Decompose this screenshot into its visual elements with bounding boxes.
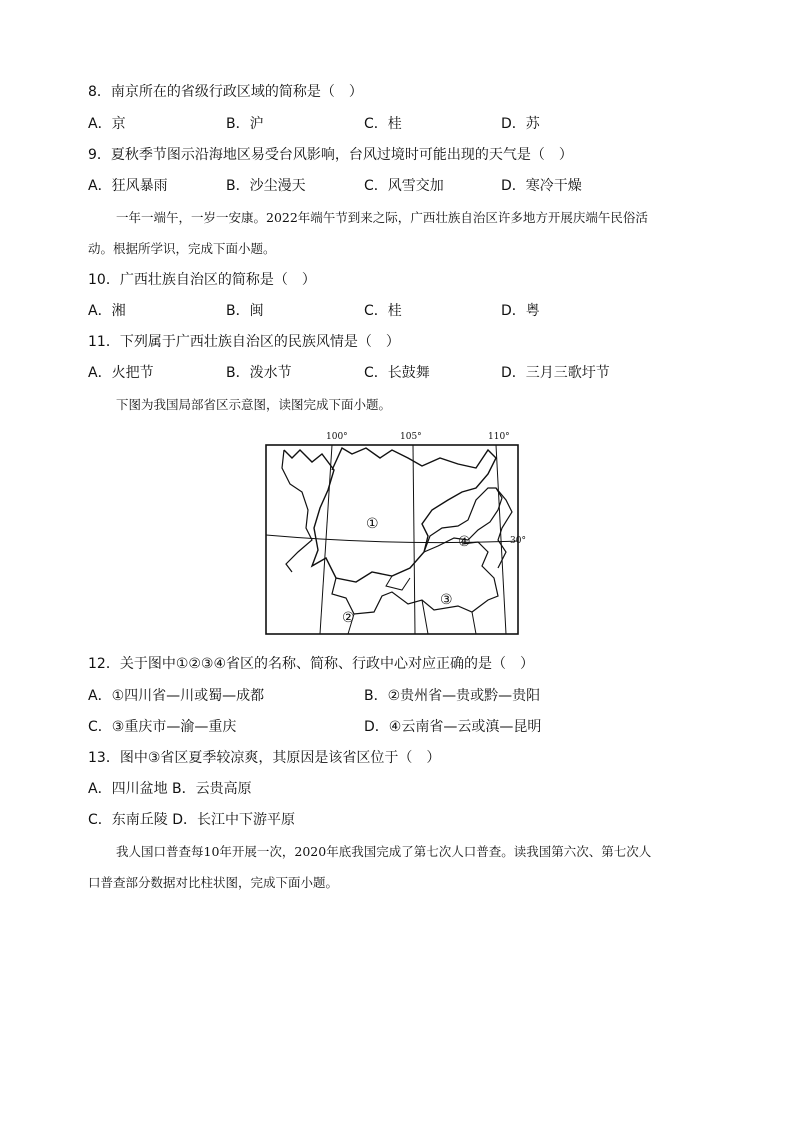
passage-map-intro: 下图为我国局部省区示意图，读图完成下面小题。: [116, 397, 392, 412]
q8-option-a[interactable]: A．京: [88, 116, 126, 132]
q10-option-c[interactable]: C．桂: [364, 303, 402, 319]
passage-dragon-boat-line2: 动。根据所学识，完成下面小题。: [88, 241, 276, 256]
lon-label-110: 110°: [488, 432, 510, 442]
question-12-stem: 12．关于图中①②③④省区的名称、简称、行政中心对应正确的是（ ）: [88, 656, 535, 672]
q12-option-c[interactable]: C．③重庆市—渝—重庆: [88, 719, 237, 735]
q8-option-d[interactable]: D．苏: [501, 116, 540, 132]
boundary-west: [282, 450, 312, 572]
q11-option-a[interactable]: A．火把节: [88, 365, 154, 381]
region-label-2: ②: [342, 610, 355, 626]
lon-label-100: 100°: [326, 432, 348, 442]
region-label-3: ③: [440, 592, 453, 608]
lon-label-105: 105°: [400, 432, 422, 442]
parallel-30: [266, 535, 518, 543]
passage-dragon-boat-line1: 一年一端午，一岁一安康。2022年端午节到来之际，广西壮族自治区许多地方开展庆端午民俗活: [116, 210, 648, 225]
boundary-middle: [386, 576, 410, 590]
lat-label-30: 30°: [510, 536, 526, 546]
boundary-south: [348, 600, 476, 634]
q9-option-a[interactable]: A．狂风暴雨: [88, 178, 168, 194]
q12-option-b[interactable]: B．②贵州省—贵或黔—贵阳: [364, 688, 541, 704]
q11-option-d[interactable]: D．三月三歌圩节: [501, 365, 610, 381]
question-11-stem: 11．下列属于广西壮族自治区的民族风情是（ ）: [88, 334, 400, 350]
q10-option-b[interactable]: B．闽: [226, 303, 264, 319]
q12-option-d[interactable]: D．④云南省—云或滇—昆明: [364, 719, 542, 735]
q10-option-a[interactable]: A．湘: [88, 303, 126, 319]
question-9-stem: 9．夏秋季节图示沿海地区易受台风影响，台风过境时可能出现的天气是（ ）: [88, 147, 573, 163]
question-10-stem: 10．广西壮族自治区的简称是（ ）: [88, 272, 316, 288]
passage-census-line1: 我人国口普查每10年开展一次，2020年底我国完成了第七次人口普查。读我国第六次、第七次人: [116, 844, 652, 859]
question-8-stem: 8．南京所在的省级行政区域的简称是（ ）: [88, 84, 363, 100]
q9-option-c[interactable]: C．风雪交加: [364, 178, 444, 194]
q11-option-c[interactable]: C．长鼓舞: [364, 365, 430, 381]
q9-option-d[interactable]: D．寒冷干燥: [501, 178, 582, 194]
q13-options-row1[interactable]: A．四川盆地 B．云贵高原: [88, 781, 252, 797]
q10-option-d[interactable]: D．粤: [501, 303, 540, 319]
region-label-4: ④: [458, 534, 471, 550]
boundary-sichuan: [284, 448, 496, 582]
meridian-110: [496, 445, 506, 634]
q9-option-b[interactable]: B．沙尘漫天: [226, 178, 306, 194]
province-map: [262, 428, 526, 638]
passage-census-line2: 口普查部分数据对比柱状图，完成下面小题。: [88, 875, 339, 890]
question-13-stem: 13．图中③省区夏季较凉爽，其原因是该省区位于（ ）: [88, 750, 441, 766]
q11-option-b[interactable]: B．泼水节: [226, 365, 292, 381]
q13-options-row2[interactable]: C．东南丘陵 D．长江中下游平原: [88, 812, 296, 828]
meridian-105: [413, 445, 415, 634]
q8-option-c[interactable]: C．桂: [364, 116, 402, 132]
q12-option-a[interactable]: A．①四川省—川或蜀—成都: [88, 688, 265, 704]
region-label-1: ①: [366, 516, 379, 532]
boundary-east: [496, 488, 512, 568]
province-map-drawing: [262, 428, 522, 638]
q8-option-b[interactable]: B．沪: [226, 116, 264, 132]
